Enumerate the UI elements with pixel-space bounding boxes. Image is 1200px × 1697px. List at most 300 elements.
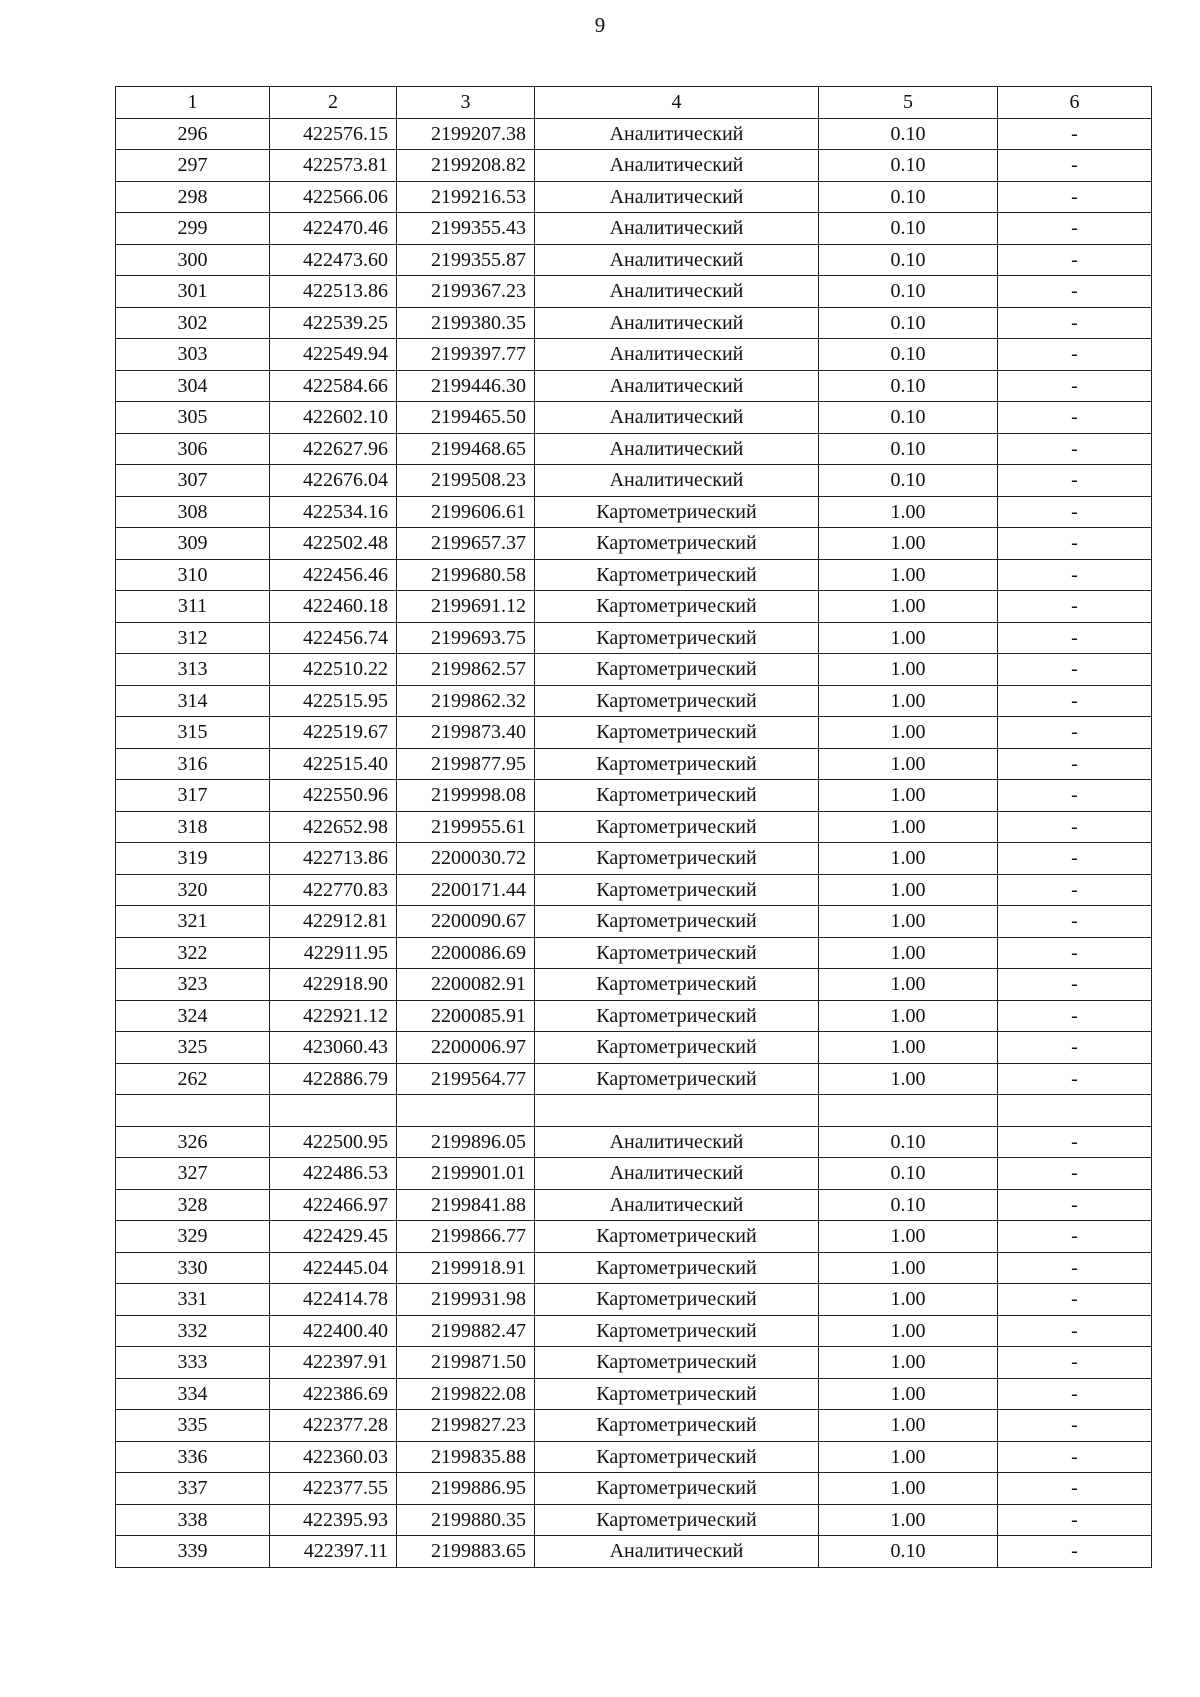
- table-row: [116, 1221, 1152, 1253]
- cell-x-coordinate: 422377.28: [270, 1410, 397, 1442]
- table-row: [116, 937, 1152, 969]
- cell-accuracy: 1.00: [819, 874, 998, 906]
- table-row: [116, 1315, 1152, 1347]
- cell-note: -: [998, 213, 1152, 245]
- cell-method: Картометрический: [535, 1315, 819, 1347]
- cell-accuracy: 1.00: [819, 1032, 998, 1064]
- cell-method: Картометрический: [535, 874, 819, 906]
- cell-y-coordinate: 2200006.97: [397, 1032, 535, 1064]
- cell-accuracy: 1.00: [819, 559, 998, 591]
- cell-method: Картометрический: [535, 937, 819, 969]
- cell-method: Картометрический: [535, 1504, 819, 1536]
- cell-x-coordinate: 422466.97: [270, 1189, 397, 1221]
- header-cell-1: 1: [116, 87, 270, 119]
- cell-y-coordinate: 2200090.67: [397, 906, 535, 938]
- cell-y-coordinate: 2199862.57: [397, 654, 535, 686]
- cell-y-coordinate: 2199896.05: [397, 1126, 535, 1158]
- table-row: [116, 150, 1152, 182]
- header-row: [116, 87, 1152, 119]
- cell-method: Аналитический: [535, 433, 819, 465]
- cell-point-number: 309: [116, 528, 270, 560]
- cell-y-coordinate: 2199931.98: [397, 1284, 535, 1316]
- table-row: [116, 465, 1152, 497]
- table-row: [116, 528, 1152, 560]
- cell-point-number: 303: [116, 339, 270, 371]
- cell-point-number: 323: [116, 969, 270, 1001]
- cell-y-coordinate: 2199355.43: [397, 213, 535, 245]
- cell-accuracy: 1.00: [819, 622, 998, 654]
- cell-accuracy: 1.00: [819, 685, 998, 717]
- cell-method: Аналитический: [535, 339, 819, 371]
- cell-point-number: 334: [116, 1378, 270, 1410]
- cell-point-number: 338: [116, 1504, 270, 1536]
- cell-accuracy: 0.10: [819, 181, 998, 213]
- table-row: [116, 811, 1152, 843]
- cell-x-coordinate: 422676.04: [270, 465, 397, 497]
- cell-note: -: [998, 1252, 1152, 1284]
- cell-method: Картометрический: [535, 685, 819, 717]
- cell-method: Аналитический: [535, 370, 819, 402]
- cell-accuracy: 0.10: [819, 1126, 998, 1158]
- table-row: [116, 1095, 1152, 1127]
- header-cell-3: 3: [397, 87, 535, 119]
- cell-accuracy: 1.00: [819, 496, 998, 528]
- cell-method: Картометрический: [535, 1473, 819, 1505]
- cell-x-coordinate: 422456.74: [270, 622, 397, 654]
- cell-x-coordinate: 422911.95: [270, 937, 397, 969]
- cell-x-coordinate: 422470.46: [270, 213, 397, 245]
- cell-y-coordinate: 2199680.58: [397, 559, 535, 591]
- table-row: [116, 496, 1152, 528]
- table-row: [116, 244, 1152, 276]
- cell-method: Картометрический: [535, 622, 819, 654]
- cell-method: Аналитический: [535, 1158, 819, 1190]
- cell-note: -: [998, 780, 1152, 812]
- cell-accuracy: 1.00: [819, 748, 998, 780]
- cell-y-coordinate: 2199564.77: [397, 1063, 535, 1095]
- cell-note: -: [998, 1032, 1152, 1064]
- table-row: [116, 1410, 1152, 1442]
- cell-method: Картометрический: [535, 496, 819, 528]
- cell-accuracy: 1.00: [819, 937, 998, 969]
- cell-point-number: 322: [116, 937, 270, 969]
- cell-accuracy: 1.00: [819, 1000, 998, 1032]
- cell-note: -: [998, 622, 1152, 654]
- cell-method: Аналитический: [535, 213, 819, 245]
- cell-point-number: 329: [116, 1221, 270, 1253]
- cell-accuracy: 1.00: [819, 811, 998, 843]
- cell-x-coordinate: 422377.55: [270, 1473, 397, 1505]
- cell-method: Картометрический: [535, 1032, 819, 1064]
- cell-y-coordinate: 2199508.23: [397, 465, 535, 497]
- cell-accuracy: 1.00: [819, 528, 998, 560]
- cell-y-coordinate: 2199955.61: [397, 811, 535, 843]
- cell-point-number: [116, 1095, 270, 1127]
- cell-point-number: 331: [116, 1284, 270, 1316]
- cell-y-coordinate: 2199883.65: [397, 1536, 535, 1568]
- cell-method: Аналитический: [535, 181, 819, 213]
- cell-x-coordinate: 422886.79: [270, 1063, 397, 1095]
- coordinates-table: [115, 86, 1152, 1568]
- cell-note: -: [998, 1315, 1152, 1347]
- cell-x-coordinate: 422473.60: [270, 244, 397, 276]
- cell-point-number: 326: [116, 1126, 270, 1158]
- cell-method: Картометрический: [535, 1252, 819, 1284]
- cell-note: -: [998, 1378, 1152, 1410]
- cell-method: Картометрический: [535, 1063, 819, 1095]
- cell-y-coordinate: 2199841.88: [397, 1189, 535, 1221]
- cell-point-number: 298: [116, 181, 270, 213]
- cell-y-coordinate: 2199208.82: [397, 150, 535, 182]
- table-row: [116, 370, 1152, 402]
- table-row: [116, 1504, 1152, 1536]
- cell-y-coordinate: 2199882.47: [397, 1315, 535, 1347]
- cell-note: -: [998, 496, 1152, 528]
- cell-point-number: 304: [116, 370, 270, 402]
- cell-accuracy: 1.00: [819, 1504, 998, 1536]
- cell-method: Картометрический: [535, 1441, 819, 1473]
- cell-y-coordinate: 2199877.95: [397, 748, 535, 780]
- cell-accuracy: 0.10: [819, 402, 998, 434]
- cell-x-coordinate: 422515.95: [270, 685, 397, 717]
- cell-x-coordinate: 422652.98: [270, 811, 397, 843]
- cell-accuracy: 1.00: [819, 1252, 998, 1284]
- cell-point-number: 319: [116, 843, 270, 875]
- cell-x-coordinate: 422550.96: [270, 780, 397, 812]
- cell-y-coordinate: 2199465.50: [397, 402, 535, 434]
- cell-y-coordinate: 2199998.08: [397, 780, 535, 812]
- table-row: [116, 717, 1152, 749]
- table-row: [116, 307, 1152, 339]
- cell-point-number: 310: [116, 559, 270, 591]
- cell-x-coordinate: 422519.67: [270, 717, 397, 749]
- cell-x-coordinate: 422386.69: [270, 1378, 397, 1410]
- cell-accuracy: 1.00: [819, 969, 998, 1001]
- cell-y-coordinate: 2200085.91: [397, 1000, 535, 1032]
- cell-note: -: [998, 1189, 1152, 1221]
- cell-x-coordinate: 422534.16: [270, 496, 397, 528]
- cell-point-number: 308: [116, 496, 270, 528]
- cell-accuracy: 0.10: [819, 118, 998, 150]
- cell-method: Картометрический: [535, 906, 819, 938]
- cell-method: Картометрический: [535, 811, 819, 843]
- cell-y-coordinate: 2199207.38: [397, 118, 535, 150]
- cell-note: -: [998, 1158, 1152, 1190]
- cell-point-number: 262: [116, 1063, 270, 1095]
- cell-y-coordinate: 2199880.35: [397, 1504, 535, 1536]
- cell-x-coordinate: 422713.86: [270, 843, 397, 875]
- cell-accuracy: 1.00: [819, 1063, 998, 1095]
- cell-y-coordinate: [397, 1095, 535, 1127]
- cell-note: -: [998, 244, 1152, 276]
- cell-x-coordinate: 422429.45: [270, 1221, 397, 1253]
- cell-note: -: [998, 1504, 1152, 1536]
- cell-method: Аналитический: [535, 1536, 819, 1568]
- cell-point-number: 320: [116, 874, 270, 906]
- cell-y-coordinate: 2199901.01: [397, 1158, 535, 1190]
- cell-point-number: 337: [116, 1473, 270, 1505]
- cell-note: -: [998, 339, 1152, 371]
- header-cell-4: 4: [535, 87, 819, 119]
- cell-accuracy: 0.10: [819, 1536, 998, 1568]
- cell-accuracy: 1.00: [819, 591, 998, 623]
- table-row: [116, 1032, 1152, 1064]
- cell-method: Аналитический: [535, 244, 819, 276]
- cell-point-number: 339: [116, 1536, 270, 1568]
- cell-accuracy: 0.10: [819, 276, 998, 308]
- table-row: [116, 402, 1152, 434]
- cell-method: Картометрический: [535, 1221, 819, 1253]
- cell-point-number: 306: [116, 433, 270, 465]
- cell-x-coordinate: 422510.22: [270, 654, 397, 686]
- table-row: [116, 118, 1152, 150]
- table-row: [116, 339, 1152, 371]
- cell-accuracy: 0.10: [819, 465, 998, 497]
- cell-y-coordinate: 2199886.95: [397, 1473, 535, 1505]
- cell-y-coordinate: 2199871.50: [397, 1347, 535, 1379]
- table-row: [116, 1000, 1152, 1032]
- cell-method: Картометрический: [535, 717, 819, 749]
- cell-y-coordinate: 2199397.77: [397, 339, 535, 371]
- cell-note: -: [998, 843, 1152, 875]
- header-cell-2: 2: [270, 87, 397, 119]
- cell-x-coordinate: 422502.48: [270, 528, 397, 560]
- cell-note: -: [998, 1284, 1152, 1316]
- cell-accuracy: 0.10: [819, 150, 998, 182]
- cell-x-coordinate: 422513.86: [270, 276, 397, 308]
- cell-accuracy: 1.00: [819, 717, 998, 749]
- cell-note: -: [998, 370, 1152, 402]
- cell-x-coordinate: 422573.81: [270, 150, 397, 182]
- cell-note: -: [998, 1347, 1152, 1379]
- cell-note: -: [998, 150, 1152, 182]
- table-header: [116, 87, 1152, 119]
- cell-note: -: [998, 811, 1152, 843]
- cell-method: Картометрический: [535, 1347, 819, 1379]
- header-cell-6: 6: [998, 87, 1152, 119]
- cell-accuracy: 1.00: [819, 1284, 998, 1316]
- cell-method: Картометрический: [535, 654, 819, 686]
- table-row: [116, 276, 1152, 308]
- table-row: [116, 1441, 1152, 1473]
- cell-note: -: [998, 433, 1152, 465]
- cell-point-number: 307: [116, 465, 270, 497]
- cell-y-coordinate: 2199835.88: [397, 1441, 535, 1473]
- table-row: [116, 622, 1152, 654]
- cell-x-coordinate: 422912.81: [270, 906, 397, 938]
- cell-method: Аналитический: [535, 118, 819, 150]
- cell-method: Картометрический: [535, 780, 819, 812]
- cell-point-number: 314: [116, 685, 270, 717]
- cell-point-number: 316: [116, 748, 270, 780]
- cell-y-coordinate: 2199380.35: [397, 307, 535, 339]
- cell-method: Картометрический: [535, 748, 819, 780]
- cell-y-coordinate: 2199691.12: [397, 591, 535, 623]
- cell-note: -: [998, 937, 1152, 969]
- cell-method: Картометрический: [535, 528, 819, 560]
- cell-y-coordinate: 2199866.77: [397, 1221, 535, 1253]
- cell-note: -: [998, 591, 1152, 623]
- cell-method: Аналитический: [535, 465, 819, 497]
- cell-accuracy: 1.00: [819, 780, 998, 812]
- cell-x-coordinate: 422566.06: [270, 181, 397, 213]
- cell-point-number: 301: [116, 276, 270, 308]
- cell-x-coordinate: 422486.53: [270, 1158, 397, 1190]
- cell-note: -: [998, 874, 1152, 906]
- cell-method: Аналитический: [535, 150, 819, 182]
- cell-y-coordinate: 2199657.37: [397, 528, 535, 560]
- cell-method: Картометрический: [535, 591, 819, 623]
- cell-method: Аналитический: [535, 1126, 819, 1158]
- cell-note: [998, 1095, 1152, 1127]
- cell-point-number: 324: [116, 1000, 270, 1032]
- cell-accuracy: [819, 1095, 998, 1127]
- cell-accuracy: 0.10: [819, 1189, 998, 1221]
- cell-point-number: 302: [116, 307, 270, 339]
- cell-note: -: [998, 1473, 1152, 1505]
- cell-point-number: 318: [116, 811, 270, 843]
- cell-y-coordinate: 2199693.75: [397, 622, 535, 654]
- cell-x-coordinate: 422602.10: [270, 402, 397, 434]
- table-row: [116, 433, 1152, 465]
- cell-x-coordinate: 422770.83: [270, 874, 397, 906]
- cell-accuracy: 0.10: [819, 370, 998, 402]
- cell-point-number: 311: [116, 591, 270, 623]
- cell-x-coordinate: 422460.18: [270, 591, 397, 623]
- cell-point-number: 312: [116, 622, 270, 654]
- cell-accuracy: 0.10: [819, 1158, 998, 1190]
- cell-note: -: [998, 1536, 1152, 1568]
- cell-x-coordinate: 422400.40: [270, 1315, 397, 1347]
- cell-x-coordinate: 422576.15: [270, 118, 397, 150]
- cell-x-coordinate: 422500.95: [270, 1126, 397, 1158]
- cell-x-coordinate: 422445.04: [270, 1252, 397, 1284]
- cell-point-number: 332: [116, 1315, 270, 1347]
- cell-x-coordinate: [270, 1095, 397, 1127]
- cell-method: Картометрический: [535, 1378, 819, 1410]
- cell-method: Аналитический: [535, 276, 819, 308]
- table-row: [116, 1378, 1152, 1410]
- cell-accuracy: 1.00: [819, 1315, 998, 1347]
- cell-y-coordinate: 2199606.61: [397, 496, 535, 528]
- cell-note: -: [998, 1000, 1152, 1032]
- cell-note: -: [998, 402, 1152, 434]
- table-row: [116, 1252, 1152, 1284]
- cell-method: [535, 1095, 819, 1127]
- cell-note: -: [998, 1441, 1152, 1473]
- cell-y-coordinate: 2199827.23: [397, 1410, 535, 1442]
- cell-point-number: 330: [116, 1252, 270, 1284]
- cell-x-coordinate: 422549.94: [270, 339, 397, 371]
- cell-accuracy: 0.10: [819, 213, 998, 245]
- cell-x-coordinate: 422539.25: [270, 307, 397, 339]
- cell-note: -: [998, 654, 1152, 686]
- cell-x-coordinate: 422584.66: [270, 370, 397, 402]
- cell-x-coordinate: 422395.93: [270, 1504, 397, 1536]
- cell-point-number: 296: [116, 118, 270, 150]
- cell-note: -: [998, 307, 1152, 339]
- cell-y-coordinate: 2199918.91: [397, 1252, 535, 1284]
- table-row: [116, 181, 1152, 213]
- cell-point-number: 317: [116, 780, 270, 812]
- cell-x-coordinate: 422397.91: [270, 1347, 397, 1379]
- cell-accuracy: 1.00: [819, 906, 998, 938]
- page-number: 9: [594, 13, 606, 37]
- cell-y-coordinate: 2200082.91: [397, 969, 535, 1001]
- table-row: [116, 591, 1152, 623]
- table-row: [116, 843, 1152, 875]
- cell-y-coordinate: 2199873.40: [397, 717, 535, 749]
- table-row: [116, 748, 1152, 780]
- cell-accuracy: 1.00: [819, 654, 998, 686]
- cell-point-number: 297: [116, 150, 270, 182]
- table-row: [116, 1347, 1152, 1379]
- cell-method: Картометрический: [535, 559, 819, 591]
- cell-note: -: [998, 181, 1152, 213]
- cell-accuracy: 1.00: [819, 1221, 998, 1253]
- cell-accuracy: 1.00: [819, 1473, 998, 1505]
- table-row: [116, 559, 1152, 591]
- cell-x-coordinate: 422360.03: [270, 1441, 397, 1473]
- cell-accuracy: 1.00: [819, 1441, 998, 1473]
- cell-point-number: 305: [116, 402, 270, 434]
- cell-note: -: [998, 1410, 1152, 1442]
- cell-y-coordinate: 2200171.44: [397, 874, 535, 906]
- table-row: [116, 1126, 1152, 1158]
- table-body: [116, 118, 1152, 1567]
- cell-accuracy: 0.10: [819, 307, 998, 339]
- cell-point-number: 327: [116, 1158, 270, 1190]
- cell-y-coordinate: 2199216.53: [397, 181, 535, 213]
- table-row: [116, 213, 1152, 245]
- cell-y-coordinate: 2200030.72: [397, 843, 535, 875]
- table-row: [116, 1189, 1152, 1221]
- cell-method: Аналитический: [535, 307, 819, 339]
- cell-accuracy: 1.00: [819, 843, 998, 875]
- cell-note: -: [998, 906, 1152, 938]
- cell-note: -: [998, 559, 1152, 591]
- table-row: [116, 969, 1152, 1001]
- table-row: [116, 1473, 1152, 1505]
- cell-accuracy: 1.00: [819, 1410, 998, 1442]
- table-row: [116, 654, 1152, 686]
- table-row: [116, 780, 1152, 812]
- table-row: [116, 874, 1152, 906]
- cell-y-coordinate: 2199822.08: [397, 1378, 535, 1410]
- cell-method: Картометрический: [535, 1410, 819, 1442]
- table-row: [116, 685, 1152, 717]
- cell-point-number: 328: [116, 1189, 270, 1221]
- cell-note: -: [998, 1063, 1152, 1095]
- cell-y-coordinate: 2199862.32: [397, 685, 535, 717]
- table-row: [116, 906, 1152, 938]
- cell-method: Картометрический: [535, 969, 819, 1001]
- cell-y-coordinate: 2199446.30: [397, 370, 535, 402]
- cell-method: Картометрический: [535, 1284, 819, 1316]
- table-row: [116, 1063, 1152, 1095]
- cell-x-coordinate: 422921.12: [270, 1000, 397, 1032]
- cell-x-coordinate: 422627.96: [270, 433, 397, 465]
- cell-point-number: 300: [116, 244, 270, 276]
- cell-accuracy: 1.00: [819, 1378, 998, 1410]
- cell-note: -: [998, 276, 1152, 308]
- cell-point-number: 333: [116, 1347, 270, 1379]
- cell-x-coordinate: 422397.11: [270, 1536, 397, 1568]
- cell-note: -: [998, 717, 1152, 749]
- cell-point-number: 299: [116, 213, 270, 245]
- cell-y-coordinate: 2199367.23: [397, 276, 535, 308]
- cell-x-coordinate: 422414.78: [270, 1284, 397, 1316]
